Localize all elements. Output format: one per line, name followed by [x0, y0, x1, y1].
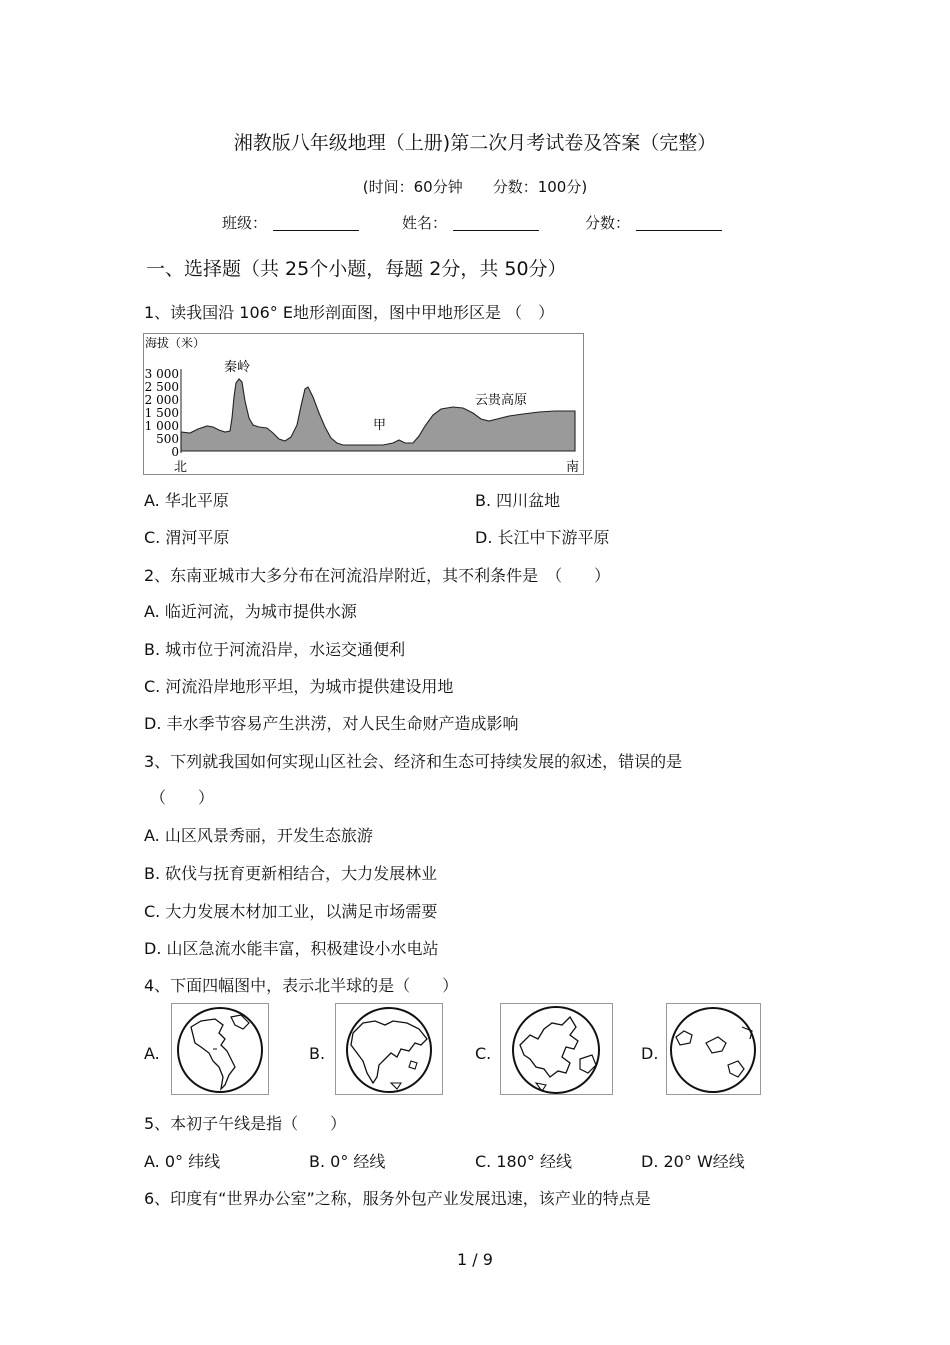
label-north: 北	[174, 460, 188, 475]
name-blank	[453, 214, 539, 231]
y-tick-1000: 1 000	[144, 419, 179, 433]
page-number: 1 / 9	[457, 1250, 493, 1269]
q2-option-b: B. 城市位于河流沿岸，水运交通便利	[144, 640, 406, 659]
y-tick-3000: 3 000	[144, 367, 179, 381]
class-label: 班级：	[222, 214, 268, 232]
class-field	[222, 212, 359, 233]
y-tick-2500: 2 500	[144, 380, 179, 394]
q2-option-c: C. 河流沿岸地形平坦，为城市提供建设用地	[144, 677, 454, 696]
q5-option-d: D. 20° W经线	[641, 1152, 745, 1171]
exam-meta: (时间：60分钟 分数：100分)	[362, 178, 588, 196]
y-tick-500: 500	[156, 432, 179, 446]
y-tick-0: 0	[171, 445, 179, 459]
q3-option-a: A. 山区风景秀丽，开发生态旅游	[144, 826, 373, 845]
score-label: 分数：	[585, 214, 631, 232]
q3-option-d: D. 山区急流水能丰富，积极建设小水电站	[144, 939, 439, 958]
q4-option-b-label: B.	[309, 1044, 326, 1063]
terrain-profile-figure	[143, 333, 584, 475]
name-label: 姓名：	[402, 214, 448, 232]
q1-option-b: B. 四川盆地	[475, 491, 561, 510]
section-heading: 一、选择题（共 25个小题，每题 2分，共 50分）	[146, 258, 567, 280]
label-jia: 甲	[373, 418, 387, 433]
y-axis-title: 海拔（米）	[145, 336, 206, 350]
globe-a-image	[171, 1003, 269, 1095]
page-title: 湘教版八年级地理（上册)第二次月考试卷及答案（完整）	[233, 132, 717, 154]
q4-option-d-label: D.	[641, 1044, 659, 1063]
q5-option-a: A. 0° 纬线	[144, 1152, 221, 1171]
q4-option-c-label: C.	[475, 1044, 492, 1063]
y-tick-1500: 1 500	[144, 406, 179, 420]
q2-option-a: A. 临近河流，为城市提供水源	[144, 602, 357, 621]
q1-option-d: D. 长江中下游平原	[475, 528, 610, 547]
q5-option-c: C. 180° 经线	[475, 1152, 572, 1171]
globe-c-image	[500, 1003, 613, 1095]
name-field	[402, 212, 539, 233]
score-blank	[636, 214, 722, 231]
y-tick-2000: 2 000	[144, 393, 179, 407]
score-field	[585, 212, 722, 233]
globe-d-image	[666, 1003, 761, 1095]
question-3-stem-bracket: （ ）	[150, 788, 215, 807]
q1-option-a: A. 华北平原	[144, 491, 229, 510]
q4-option-a-label: A.	[144, 1044, 160, 1063]
q1-option-c: C. 渭河平原	[144, 528, 230, 547]
question-5-stem: 5、本初子午线是指（ ）	[144, 1114, 347, 1133]
globe-b-image	[335, 1003, 443, 1095]
q2-option-d: D. 丰水季节容易产生洪涝，对人民生命财产造成影响	[144, 714, 519, 733]
question-1-stem: 1、读我国沿 106° E地形剖面图，图中甲地形区是 （ ）	[144, 303, 555, 322]
label-yungui-plateau: 云贵高原	[475, 393, 528, 408]
question-4-stem: 4、下面四幅图中，表示北半球的是（ ）	[144, 976, 459, 995]
question-3-stem: 3、下列就我国如何实现山区社会、经济和生态可持续发展的叙述，错误的是	[144, 752, 683, 771]
question-6-stem: 6、印度有“世界办公室”之称，服务外包产业发展迅速，该产业的特点是	[144, 1189, 651, 1208]
q3-option-b: B. 砍伐与抚育更新相结合，大力发展林业	[144, 864, 438, 883]
question-2-stem: 2、东南亚城市大多分布在河流沿岸附近，其不利条件是 （ ）	[144, 566, 611, 585]
q5-option-b: B. 0° 经线	[309, 1152, 386, 1171]
label-qinling: 秦岭	[224, 360, 251, 375]
q3-option-c: C. 大力发展木材加工业，以满足市场需要	[144, 902, 438, 921]
class-blank	[273, 214, 359, 231]
label-south: 南	[566, 460, 580, 475]
